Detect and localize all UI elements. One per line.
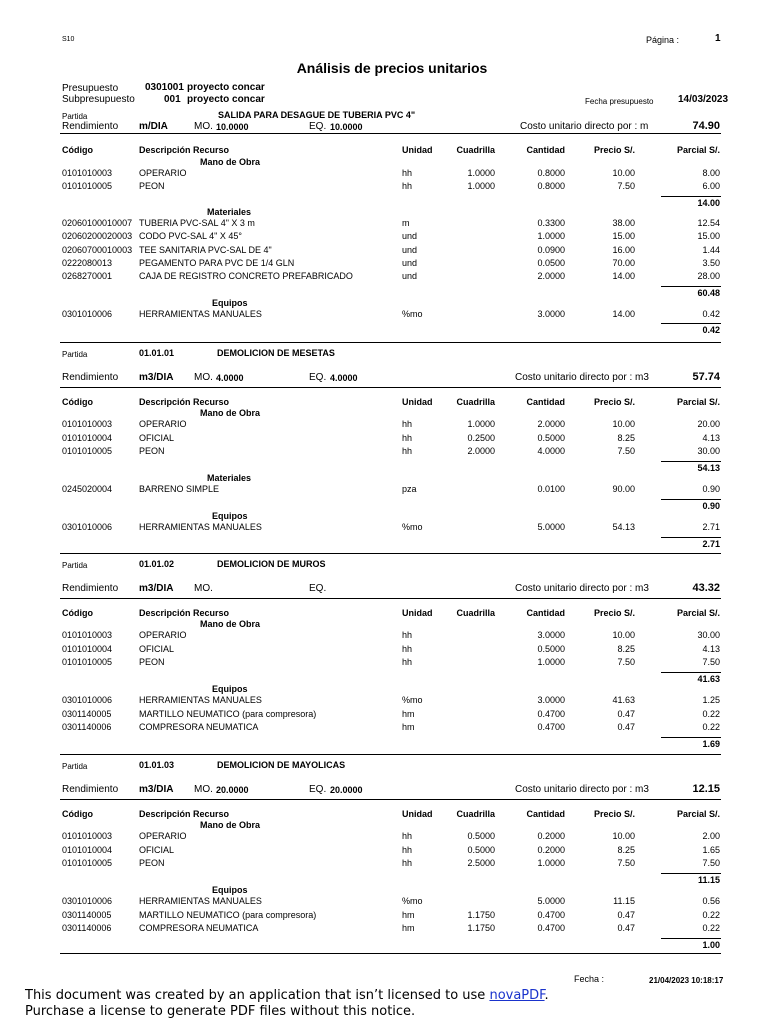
col-descripcion: Descripción Recurso <box>139 397 230 407</box>
row-codigo: 0301140006 <box>62 923 112 933</box>
mo-value: 4.0000 <box>216 373 244 383</box>
row-cuadrilla: 1.0000 <box>467 181 495 192</box>
row-descripcion: PEGAMENTO PARA PVC DE 1/4 GLN <box>139 257 295 268</box>
costo-unitario-value: 12.15 <box>692 783 720 795</box>
row-precio: 0.47 <box>617 923 635 933</box>
eq-label: EQ. <box>309 583 327 594</box>
col-parcial: Parcial S/. <box>676 809 720 819</box>
group-total: 54.13 <box>697 462 720 473</box>
row-codigo: 0101010005 <box>62 181 113 192</box>
group-title: Mano de Obra <box>200 619 261 629</box>
presupuesto-name: proyecto concar <box>187 82 265 93</box>
subpresupuesto-code: 001 <box>164 94 181 105</box>
row-codigo: 0101010005 <box>62 446 113 456</box>
page-number: 1 <box>715 33 721 44</box>
costo-unitario-value: 43.32 <box>692 582 720 594</box>
group-title: Equipos <box>212 298 248 308</box>
row-cantidad: 0.8000 <box>537 181 565 192</box>
row-cantidad: 0.8000 <box>537 168 565 178</box>
eq-value: 20.0000 <box>330 785 363 795</box>
row-precio: 10.00 <box>612 831 635 841</box>
subtotal-rule <box>661 873 721 874</box>
partida-name: SALIDA PARA DESAGUE DE TUBERIA PVC 4" <box>218 110 416 120</box>
col-parcial: Parcial S/. <box>676 145 720 155</box>
row-cantidad: 0.0500 <box>537 257 565 268</box>
row-cuadrilla: 1.0000 <box>467 168 495 178</box>
row-parcial: 0.22 <box>702 722 720 732</box>
col-parcial: Parcial S/. <box>676 397 720 407</box>
row-cantidad: 1.0000 <box>537 231 565 242</box>
eq-value: 10.0000 <box>330 122 363 132</box>
row-cantidad: 1.0000 <box>537 858 565 868</box>
row-precio: 7.50 <box>617 446 635 456</box>
row-cantidad: 0.2000 <box>537 844 565 855</box>
row-parcial: 20.00 <box>697 419 720 429</box>
costo-unitario-label: Costo unitario directo por : m <box>520 121 649 132</box>
rendimiento-unit: m/DIA <box>139 121 168 132</box>
row-codigo: 0222080013 <box>62 257 113 268</box>
row-descripcion: COMPRESORA NEUMATICA <box>139 923 259 933</box>
subpresupuesto-label: Subpresupuesto <box>62 94 135 105</box>
group-total: 14.00 <box>697 197 720 208</box>
row-precio: 14.00 <box>612 309 635 319</box>
row-cantidad: 0.3300 <box>537 218 565 228</box>
row-parcial: 28.00 <box>697 271 720 282</box>
row-cantidad: 3.0000 <box>537 630 565 640</box>
row-cuadrilla: 0.2500 <box>467 432 495 443</box>
group-total: 1.69 <box>702 738 720 749</box>
row-precio: 90.00 <box>612 484 635 494</box>
eq-label: EQ. <box>309 372 327 383</box>
group-title: Equipos <box>212 885 248 895</box>
col-unidad: Unidad <box>402 809 433 819</box>
col-cantidad: Cantidad <box>526 145 565 155</box>
row-cantidad: 2.0000 <box>537 419 565 429</box>
subtotal-rule <box>661 672 721 673</box>
subtotal-rule <box>661 286 721 287</box>
row-cantidad: 1.0000 <box>537 657 565 667</box>
row-precio: 10.00 <box>612 168 635 178</box>
row-cuadrilla: 1.1750 <box>467 909 495 920</box>
page-title: Análisis de precios unitarios <box>296 60 488 76</box>
rendimiento-unit: m3/DIA <box>139 784 174 795</box>
row-unidad: hm <box>402 722 415 732</box>
mo-label: MO. <box>194 372 213 383</box>
partida-label: Partida <box>62 350 88 359</box>
row-precio: 7.50 <box>617 858 635 868</box>
row-descripcion: HERRAMIENTAS MANUALES <box>139 522 262 532</box>
costo-unitario-value: 57.74 <box>692 371 720 383</box>
col-unidad: Unidad <box>402 145 433 155</box>
mo-label: MO. <box>194 583 213 594</box>
col-precio: Precio S/. <box>593 145 635 155</box>
row-descripcion: HERRAMIENTAS MANUALES <box>139 896 262 906</box>
row-descripcion: MARTILLO NEUMATICO (para compresora) <box>139 909 317 920</box>
row-parcial: 1.25 <box>702 695 720 705</box>
row-precio: 15.00 <box>612 231 635 242</box>
row-cantidad: 0.4700 <box>537 923 565 933</box>
col-descripcion: Descripción Recurso <box>139 809 230 819</box>
row-precio: 14.00 <box>612 271 635 282</box>
row-descripcion: TEE SANITARIA PVC-SAL DE 4" <box>139 244 272 255</box>
col-descripcion: Descripción Recurso <box>139 145 230 155</box>
novapdf-link[interactable]: novaPDF <box>489 988 545 1003</box>
row-unidad: und <box>402 257 418 268</box>
row-precio: 7.50 <box>617 181 635 192</box>
row-codigo: 0245020004 <box>62 484 113 494</box>
row-parcial: 0.42 <box>702 309 720 319</box>
row-parcial: 0.90 <box>702 484 720 494</box>
row-cuadrilla: 2.5000 <box>467 858 495 868</box>
row-precio: 11.15 <box>613 896 635 906</box>
row-precio: 10.00 <box>612 630 635 640</box>
col-parcial: Parcial S/. <box>676 608 720 618</box>
group-total: 41.63 <box>697 673 720 684</box>
row-cantidad: 4.0000 <box>537 446 565 456</box>
row-descripcion: MARTILLO NEUMATICO (para compresora) <box>139 708 317 719</box>
license-notice <box>25 988 549 1020</box>
row-descripcion: OPERARIO <box>139 419 187 429</box>
group-total: 1.00 <box>702 939 720 950</box>
subtotal-rule <box>661 938 721 939</box>
row-codigo: 0301010006 <box>62 896 113 906</box>
row-codigo: 0301140005 <box>62 909 112 920</box>
row-unidad: m <box>402 218 410 228</box>
row-cuadrilla: 2.0000 <box>467 446 495 456</box>
row-cantidad: 0.0900 <box>537 244 565 255</box>
row-precio: 0.47 <box>617 722 635 732</box>
footer-fecha-label: Fecha : <box>574 974 605 984</box>
row-parcial: 2.00 <box>702 831 720 841</box>
group-title: Equipos <box>212 511 248 521</box>
row-unidad: %mo <box>402 522 423 532</box>
row-descripcion: PEON <box>139 657 165 667</box>
row-precio: 38.00 <box>612 218 635 228</box>
eq-value: 4.0000 <box>330 373 358 383</box>
mo-value: 20.0000 <box>216 785 249 795</box>
subtotal-rule <box>661 196 721 197</box>
group-title: Mano de Obra <box>200 157 261 167</box>
col-precio: Precio S/. <box>593 809 635 819</box>
col-unidad: Unidad <box>402 397 433 407</box>
row-parcial: 7.50 <box>702 858 720 868</box>
col-descripcion: Descripción Recurso <box>139 608 230 618</box>
row-codigo: 0268270001 <box>62 271 113 282</box>
row-parcial: 3.50 <box>702 257 720 268</box>
page-label: Página : <box>646 35 680 45</box>
row-precio: 0.47 <box>617 909 635 920</box>
row-parcial: 0.56 <box>702 896 720 906</box>
partida-name: DEMOLICION DE MAYOLICAS <box>217 760 346 770</box>
row-cantidad: 0.5000 <box>537 432 565 443</box>
partida-label: Partida <box>62 762 88 771</box>
row-parcial: 0.22 <box>702 923 720 933</box>
row-precio: 8.25 <box>617 844 635 855</box>
group-title: Materiales <box>207 473 252 483</box>
row-precio: 16.00 <box>612 244 635 255</box>
col-cuadrilla: Cuadrilla <box>456 608 495 618</box>
row-parcial: 0.22 <box>702 708 720 719</box>
row-codigo: 0301010006 <box>62 522 113 532</box>
row-parcial: 12.54 <box>697 218 720 228</box>
row-codigo: 0301140006 <box>62 722 112 732</box>
row-unidad: hh <box>402 419 413 429</box>
eq-label: EQ. <box>309 784 327 795</box>
row-cantidad: 0.4700 <box>537 722 565 732</box>
fecha-presupuesto-label: Fecha presupuesto <box>585 97 654 106</box>
costo-unitario-label: Costo unitario directo por : m3 <box>515 372 649 383</box>
subtotal-rule <box>661 737 721 738</box>
fecha-presupuesto: 14/03/2023 <box>678 94 729 105</box>
row-descripcion: PEON <box>139 858 165 868</box>
costo-unitario-label: Costo unitario directo por : m3 <box>515 784 649 795</box>
section-rule <box>60 754 721 755</box>
row-parcial: 8.00 <box>702 168 720 178</box>
col-unidad: Unidad <box>402 608 433 618</box>
col-codigo: Código <box>62 809 93 819</box>
row-cuadrilla: 0.5000 <box>467 844 495 855</box>
row-codigo: 0101010003 <box>62 168 113 178</box>
col-cantidad: Cantidad <box>526 809 565 819</box>
col-cantidad: Cantidad <box>526 608 565 618</box>
row-parcial: 1.65 <box>702 844 720 855</box>
subtotal-rule <box>661 537 721 538</box>
col-precio: Precio S/. <box>593 397 635 407</box>
subtotal-rule <box>661 499 721 500</box>
row-codigo: 0101010005 <box>62 657 113 667</box>
row-codigo: 02060200020003 <box>62 231 133 242</box>
row-cantidad: 2.0000 <box>537 271 565 282</box>
col-cuadrilla: Cuadrilla <box>456 397 495 407</box>
row-cuadrilla: 0.5000 <box>467 831 495 841</box>
rendimiento-label: Rendimiento <box>62 372 119 383</box>
row-unidad: hm <box>402 909 415 920</box>
row-codigo: 0301140005 <box>62 708 112 719</box>
row-unidad: hh <box>402 858 413 868</box>
subpresupuesto-name: proyecto concar <box>187 94 265 105</box>
rendimiento-label: Rendimiento <box>62 784 119 795</box>
report-code: S10 <box>62 36 75 43</box>
row-precio: 54.13 <box>612 522 635 532</box>
group-title: Materiales <box>207 207 252 217</box>
group-total: 2.71 <box>702 538 720 549</box>
row-codigo: 0301010006 <box>62 695 113 705</box>
row-codigo: 0101010004 <box>62 643 113 654</box>
row-parcial: 4.13 <box>702 643 720 654</box>
col-codigo: Código <box>62 145 93 155</box>
partida-name: DEMOLICION DE MESETAS <box>217 348 335 358</box>
partida-code: 01.01.01 <box>139 348 175 358</box>
row-unidad: hh <box>402 432 413 443</box>
presupuesto-code: 0301001 <box>145 82 184 93</box>
row-descripcion: BARRENO SIMPLE <box>139 484 220 494</box>
rendimiento-unit: m3/DIA <box>139 372 174 383</box>
row-codigo: 0101010004 <box>62 432 113 443</box>
header-rule <box>60 799 721 800</box>
row-parcial: 4.13 <box>702 432 720 443</box>
group-total: 0.42 <box>702 325 720 336</box>
row-descripcion: OFICIAL <box>139 844 175 855</box>
presupuesto-label: Presupuesto <box>62 83 119 94</box>
col-cuadrilla: Cuadrilla <box>456 145 495 155</box>
row-codigo: 0101010005 <box>62 858 113 868</box>
row-unidad: hm <box>402 923 415 933</box>
row-precio: 8.25 <box>617 432 635 443</box>
row-unidad: hh <box>402 168 413 178</box>
notice-period: . <box>544 988 549 1003</box>
group-total: 60.48 <box>697 287 720 298</box>
mo-label: MO. <box>194 121 213 132</box>
col-precio: Precio S/. <box>593 608 635 618</box>
row-descripcion: COMPRESORA NEUMATICA <box>139 722 259 732</box>
row-cuadrilla: 1.1750 <box>467 923 495 933</box>
row-unidad: %mo <box>402 309 423 319</box>
row-codigo: 0101010003 <box>62 419 113 429</box>
row-descripcion: OPERARIO <box>139 831 187 841</box>
row-cuadrilla: 1.0000 <box>467 419 495 429</box>
section-rule <box>60 553 721 554</box>
row-precio: 7.50 <box>617 657 635 667</box>
partida-code: 01.01.03 <box>139 760 175 770</box>
col-cantidad: Cantidad <box>526 397 565 407</box>
notice-line-2: Purchase a license to generate PDF files without this notice. <box>25 1004 416 1019</box>
row-parcial: 30.00 <box>697 630 720 640</box>
group-total: 0.90 <box>702 500 720 511</box>
row-precio: 41.63 <box>612 695 635 705</box>
subtotal-rule <box>661 461 721 462</box>
row-precio: 0.47 <box>617 708 635 719</box>
row-codigo: 0101010003 <box>62 831 113 841</box>
row-cantidad: 3.0000 <box>537 695 565 705</box>
row-unidad: hh <box>402 181 413 192</box>
col-codigo: Código <box>62 608 93 618</box>
row-descripcion: TUBERIA PVC-SAL 4" X 3 m <box>139 218 255 228</box>
header-rule <box>60 133 721 134</box>
row-codigo: 0301010006 <box>62 309 113 319</box>
col-cuadrilla: Cuadrilla <box>456 809 495 819</box>
rendimiento-label: Rendimiento <box>62 583 119 594</box>
row-unidad: und <box>402 244 418 255</box>
row-codigo: 0101010003 <box>62 630 113 640</box>
row-descripcion: OPERARIO <box>139 168 187 178</box>
row-precio: 10.00 <box>612 419 635 429</box>
col-codigo: Código <box>62 397 93 407</box>
row-cantidad: 5.0000 <box>537 522 565 532</box>
row-precio: 8.25 <box>617 643 635 654</box>
costo-unitario-value: 74.90 <box>692 120 720 132</box>
row-unidad: hh <box>402 446 413 456</box>
row-unidad: und <box>402 231 418 242</box>
group-title: Mano de Obra <box>200 820 261 830</box>
row-parcial: 7.50 <box>702 657 720 667</box>
row-cantidad: 0.5000 <box>537 643 565 654</box>
rendimiento-label: Rendimiento <box>62 121 119 132</box>
row-unidad: %mo <box>402 896 423 906</box>
row-parcial: 0.22 <box>702 909 720 920</box>
header-rule <box>60 598 721 599</box>
end-rule <box>60 953 721 954</box>
row-unidad: %mo <box>402 695 423 705</box>
mo-value: 10.0000 <box>216 122 249 132</box>
footer-fecha-value: 21/04/2023 10:18:17 <box>649 976 724 985</box>
group-total: 11.15 <box>697 874 720 885</box>
row-unidad: hm <box>402 708 415 719</box>
row-parcial: 6.00 <box>702 181 720 192</box>
row-cantidad: 0.2000 <box>537 831 565 841</box>
rendimiento-unit: m3/DIA <box>139 583 174 594</box>
row-descripcion: HERRAMIENTAS MANUALES <box>139 695 262 705</box>
row-codigo: 02060700010003 <box>62 244 133 255</box>
row-parcial: 15.00 <box>697 231 720 242</box>
partida-name: DEMOLICION DE MUROS <box>217 559 326 569</box>
row-unidad: hh <box>402 630 413 640</box>
row-unidad: und <box>402 271 418 282</box>
row-descripcion: OFICIAL <box>139 643 175 654</box>
row-codigo: 0101010004 <box>62 844 113 855</box>
row-codigo: 02060100010007 <box>62 218 133 228</box>
row-precio: 70.00 <box>612 257 635 268</box>
row-unidad: hh <box>402 657 413 667</box>
row-cantidad: 0.4700 <box>537 909 565 920</box>
row-unidad: hh <box>402 831 413 841</box>
row-cantidad: 5.0000 <box>537 896 565 906</box>
partida-label: Partida <box>62 112 88 121</box>
row-descripcion: CAJA DE REGISTRO CONCRETO PREFABRICADO <box>139 271 353 282</box>
row-unidad: hh <box>402 844 413 855</box>
row-cantidad: 3.0000 <box>537 309 565 319</box>
row-descripcion: HERRAMIENTAS MANUALES <box>139 309 262 319</box>
group-title: Mano de Obra <box>200 408 261 418</box>
eq-label: EQ. <box>309 121 327 132</box>
subtotal-rule <box>661 323 721 324</box>
notice-text: This document was created by an application that isn’t licensed to use <box>25 988 490 1003</box>
row-descripcion: CODO PVC-SAL 4" X 45° <box>139 231 242 242</box>
mo-label: MO. <box>194 784 213 795</box>
row-descripcion: PEON <box>139 446 165 456</box>
row-parcial: 30.00 <box>697 446 720 456</box>
row-unidad: pza <box>402 484 417 494</box>
row-descripcion: OPERARIO <box>139 630 187 640</box>
row-cantidad: 0.0100 <box>537 484 565 494</box>
partida-label: Partida <box>62 561 88 570</box>
row-unidad: hh <box>402 643 413 654</box>
group-title: Equipos <box>212 684 248 694</box>
row-descripcion: PEON <box>139 181 165 192</box>
row-parcial: 2.71 <box>702 522 720 532</box>
row-descripcion: OFICIAL <box>139 432 175 443</box>
partida-code: 01.01.02 <box>139 559 175 569</box>
row-parcial: 1.44 <box>702 244 720 255</box>
header-rule <box>60 387 721 388</box>
costo-unitario-label: Costo unitario directo por : m3 <box>515 583 649 594</box>
section-rule <box>60 342 721 343</box>
row-cantidad: 0.4700 <box>537 708 565 719</box>
